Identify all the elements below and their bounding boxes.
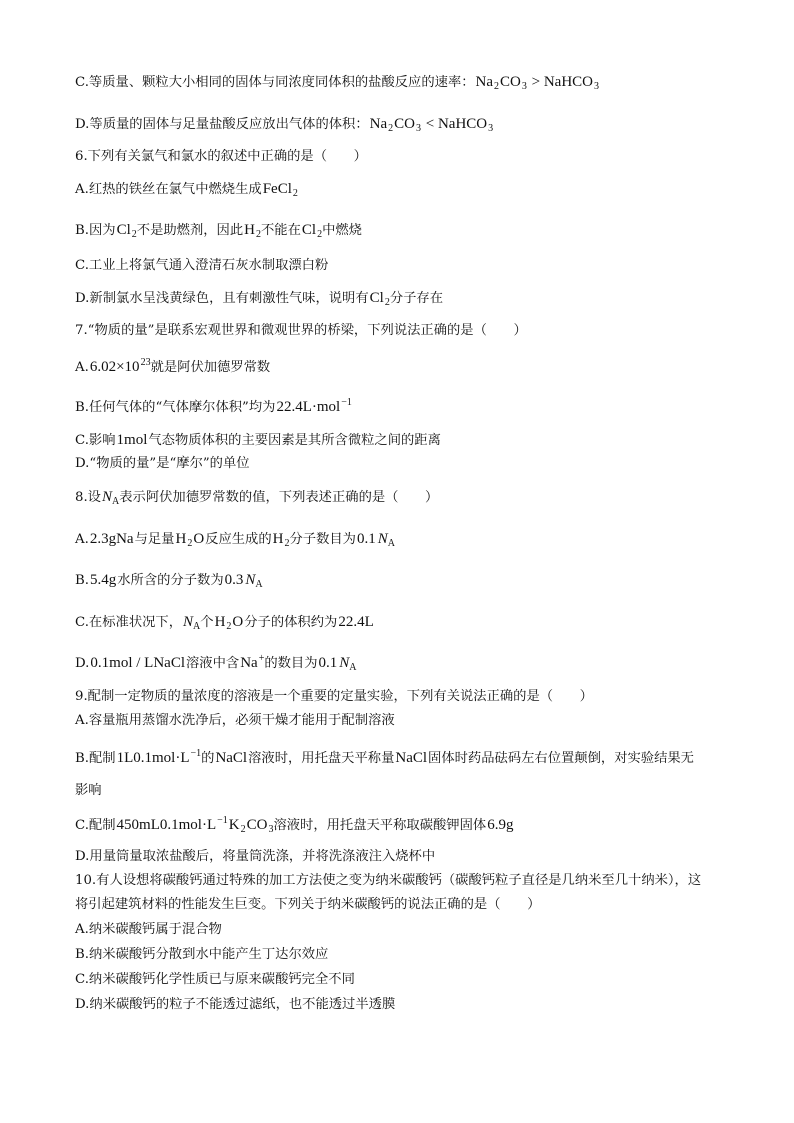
formula-run: 22.4L·mol	[276, 399, 341, 415]
q9-option-c	[75, 815, 514, 835]
text-run: 7.“物质的量”是联系宏观世界和微观世界的桥梁，下列说法正确的是（ ）	[75, 323, 527, 338]
subscript: A	[193, 621, 201, 632]
subscript: A	[349, 662, 357, 673]
formula-run: Cl	[369, 290, 384, 306]
q8-option-a	[75, 529, 395, 549]
formula-run: Cl	[301, 222, 317, 238]
text-run: 10.有人设想将碳酸钙通过特殊的加工方法使之变为纳米碳酸钙（碳酸钙粒子直径是几纳米至几十纳米），这	[75, 873, 702, 888]
q5-option-c	[75, 72, 599, 92]
formula-run: H	[214, 614, 226, 630]
formula-run: Na	[369, 116, 388, 132]
formula-run: O	[232, 614, 244, 630]
text-run: 的数目为	[264, 656, 318, 671]
formula-run: 450mL0.1mol·L	[116, 817, 217, 833]
text-run: D.“物质的量”是“摩尔”的单位	[75, 456, 250, 471]
q10-stem-cont	[75, 895, 540, 915]
formula-run: 5.4g	[90, 572, 117, 588]
q9-option-d	[75, 847, 435, 867]
text-run: 6.下列有关氯气和氯水的叙述中正确的是（ ）	[75, 149, 367, 164]
subscript: 3	[488, 123, 494, 134]
formula-run: 2.3gNa	[89, 531, 134, 547]
q10-option-b	[75, 945, 328, 965]
q9-option-b-cont	[75, 781, 102, 801]
text-run: B.因为	[75, 223, 116, 238]
subscript: 2	[131, 229, 137, 240]
formula-run: Na	[475, 74, 494, 90]
text-run: 影响	[75, 783, 102, 798]
q9-stem	[75, 687, 593, 707]
q6-option-c	[75, 256, 328, 276]
text-run: 就是阿伏加德罗常数	[150, 360, 271, 375]
q10-option-a	[75, 920, 222, 940]
text-run: 表示阿伏加德罗常数的值，下列表述正确的是（ ）	[119, 490, 439, 505]
subscript: 2	[292, 188, 298, 199]
q7-option-d	[75, 454, 250, 474]
formula-run: O	[193, 531, 205, 547]
q6-stem	[75, 147, 367, 167]
formula-run: Cl	[116, 222, 131, 238]
text-run: B.	[75, 573, 89, 588]
formula-run: 6.02×10	[89, 359, 140, 375]
q6-option-b	[75, 220, 362, 240]
subscript: 2	[240, 824, 246, 835]
subscript: A	[387, 538, 395, 549]
formula-run: 0.1	[318, 655, 338, 671]
text-run: 水所含的分子数为	[117, 573, 224, 588]
subscript: 3	[268, 824, 274, 835]
text-run: 溶液中含	[186, 656, 240, 671]
q9-option-b	[75, 748, 694, 768]
text-run: 溶液时，用托盘天平称取碳酸钾固体	[273, 818, 487, 833]
subscript: 2	[317, 229, 323, 240]
formula-run: 6.9g	[487, 817, 514, 833]
text-run: D.等质量的固体与足量盐酸反应放出气体的体积：	[75, 117, 369, 132]
text-run: A.红热的铁丝在氯气中燃烧生成	[75, 182, 262, 197]
superscript: 23	[140, 357, 151, 368]
q6-option-d	[75, 288, 443, 308]
text-run: A.纳米碳酸钙属于混合物	[75, 922, 222, 937]
text-run: B.纳米碳酸钙分散到水中能产生丁达尔效应	[75, 947, 329, 962]
superscript: −1	[341, 397, 352, 408]
text-run: A.	[75, 360, 89, 375]
subscript: 2	[226, 621, 232, 632]
text-run: D.	[75, 656, 90, 671]
text-run: D.新制氯水呈浅黄绿色，且有刺激性气味，说明有	[75, 291, 369, 306]
formula-run: < NaHCO	[422, 116, 488, 132]
subscript: A	[255, 579, 263, 590]
subscript: 2	[187, 538, 193, 549]
text-run: 9.配制一定物质的量浓度的溶液是一个重要的定量实验，下列有关说法正确的是（ ）	[75, 689, 593, 704]
formula-run: CO	[394, 116, 415, 132]
formula-run: 0.3	[224, 572, 244, 588]
superscript: −1	[190, 748, 202, 759]
q8-option-d	[75, 653, 357, 673]
text-run: 反应生成的	[205, 532, 272, 547]
formula-run: > NaHCO	[527, 74, 594, 90]
formula-run: FeCl	[262, 181, 292, 197]
text-run: 与足量	[134, 532, 175, 547]
text-run: 溶液时，用托盘天平称量	[248, 751, 395, 766]
text-run: 气态物质体积的主要因素是其所含微粒之间的距离	[148, 433, 441, 448]
q5-option-d	[75, 114, 493, 134]
text-run: 的	[201, 751, 215, 766]
text-run: 分子的体积约为	[244, 615, 338, 630]
formula-run: H	[244, 222, 255, 238]
q10-stem	[75, 871, 701, 891]
q8-stem	[75, 487, 438, 507]
italic-symbol: N	[183, 614, 194, 630]
formula-run: 0.1	[356, 531, 376, 547]
formula-run: Na	[240, 655, 258, 671]
subscript: 3	[594, 81, 600, 92]
subscript: 2	[384, 297, 390, 308]
subscript: 3	[521, 81, 527, 92]
text-run: 8.设	[75, 490, 101, 505]
q10-option-c	[75, 970, 355, 990]
italic-symbol: N	[101, 489, 112, 505]
text-run: 个	[200, 615, 214, 630]
q8-option-c	[75, 612, 375, 632]
text-run: A.	[75, 532, 89, 547]
formula-run: 1mol	[116, 432, 148, 448]
formula-run: CO	[246, 817, 268, 833]
formula-run: H	[175, 531, 187, 547]
text-run: 不能在	[261, 223, 301, 238]
q9-option-a	[75, 711, 395, 731]
subscript: 2	[494, 81, 500, 92]
superscript: +	[258, 653, 265, 664]
formula-run: CO	[500, 74, 521, 90]
text-run: 中燃烧	[322, 223, 362, 238]
italic-symbol: N	[377, 531, 388, 547]
text-run: D.用量筒量取浓盐酸后，将量筒洗涤，并将洗涤液注入烧杯中	[75, 849, 436, 864]
italic-symbol: N	[339, 655, 350, 671]
formula-run: NaCl	[215, 750, 248, 766]
q7-option-a	[75, 357, 270, 377]
text-run: 不是助燃剂，因此	[136, 223, 244, 238]
q7-option-c	[75, 430, 441, 450]
formula-run: H	[272, 531, 284, 547]
subscript: A	[112, 496, 120, 507]
text-run: C.纳米碳酸钙化学性质已与原来碳酸钙完全不同	[75, 972, 355, 987]
text-run: 分子存在	[389, 291, 444, 306]
italic-symbol: N	[245, 572, 256, 588]
text-run: B.配制	[75, 751, 116, 766]
text-run: C.影响	[75, 433, 116, 448]
q6-option-a	[75, 179, 298, 199]
q7-option-b	[75, 397, 352, 417]
formula-run: 0.1mol / LNaCl	[90, 655, 185, 671]
subscript: 2	[256, 229, 261, 240]
q10-option-d	[75, 995, 395, 1015]
text-run: 分子数目为	[289, 532, 356, 547]
text-run: C.配制	[75, 818, 116, 833]
formula-run: K	[228, 817, 240, 833]
text-run: C.工业上将氯气通入澄清石灰水制取漂白粉	[75, 258, 329, 273]
subscript: 2	[284, 538, 290, 549]
q8-option-b	[75, 570, 263, 590]
text-run: 固体时药品砝码左右位置颠倒，对实验结果无	[428, 751, 694, 766]
text-run: B.任何气体的“气体摩尔体积”均为	[75, 400, 276, 415]
q7-stem	[75, 321, 527, 341]
subscript: 3	[416, 123, 421, 134]
text-run: D.纳米碳酸钙的粒子不能透过滤纸，也不能透过半透膜	[75, 997, 396, 1012]
text-run: C.等质量、颗粒大小相同的固体与同浓度同体积的盐酸反应的速率：	[75, 75, 475, 90]
text-run: 将引起建筑材料的性能发生巨变。下列关于纳米碳酸钙的说法正确的是（ ）	[75, 897, 541, 912]
text-run: C.在标准状况下，	[75, 615, 183, 630]
superscript: −1	[217, 815, 228, 826]
formula-run: 1L0.1mol·L	[116, 750, 190, 766]
formula-run: 22.4L	[338, 614, 374, 630]
formula-run: NaCl	[395, 750, 428, 766]
subscript: 2	[388, 123, 394, 134]
text-run: A.容量瓶用蒸馏水洗净后，必须干燥才能用于配制溶液	[75, 713, 395, 728]
